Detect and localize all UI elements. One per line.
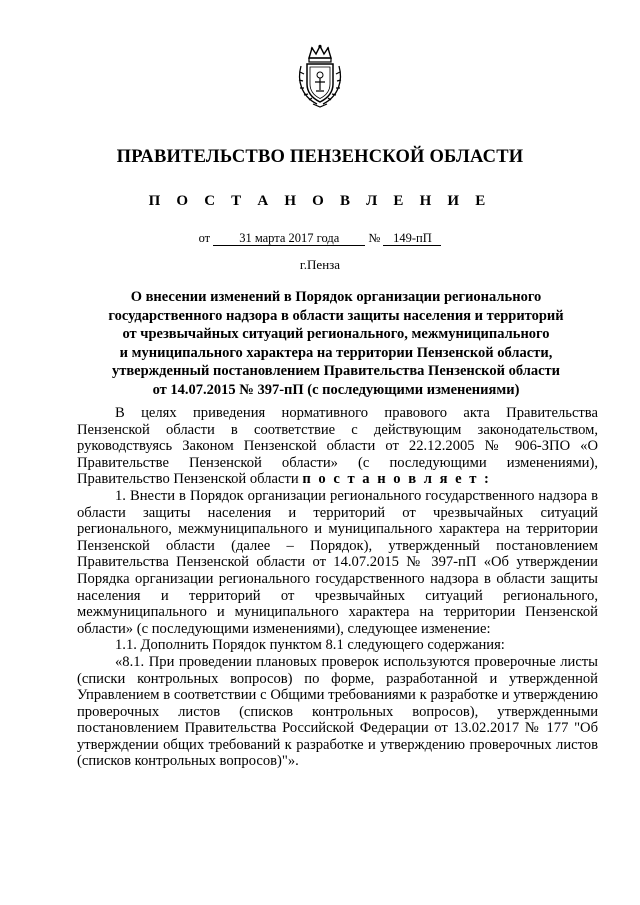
city: г.Пенза [299, 257, 341, 272]
subject-line: и муниципального характера на территории Пензенской области, [119, 344, 553, 361]
government-title: ПРАВИТЕЛЬСТВО ПЕНЗЕНСКОЙ ОБЛАСТИ [116, 147, 524, 167]
subject-line: от 14.07.2015 № 397-пП (с последующими изменениями) [152, 381, 520, 398]
item-1: 1. Внести в Порядок организации регионального государственного надзора в области защиты населения и территорий от чрезвычайных ситуаций регионального, межмуниципального и муниципального характера на территории Пензенской области (далее – Порядок), утвержденный постановлением Правительства Пензенской области от 14.07.2015 № 397-пП «Об утверждении Порядка организации регионального государственного надзора в области защиты населения и территорий от чрезвычайных ситуаций регионального, межмуниципального и муниципального характера на территории Пензенской области» (с последующими изменениями), следующее изменение: [77, 487, 598, 637]
document-subject [96, 288, 576, 399]
number-prefix: № [368, 231, 381, 245]
intro-paragraph [77, 405, 598, 488]
subject-line: от чрезвычайных ситуаций регионального, межмуниципального [122, 326, 550, 342]
subject-line: государственного надзора в области защиты населения и территорий [108, 307, 564, 324]
date-number-line [0, 231, 640, 246]
subject-line: О внесении изменений в Порядок организации регионального [130, 289, 542, 305]
document-date: 31 марта 2017 года [213, 232, 365, 246]
subject-line: утвержденный постановлением Правительства Пензенской области [111, 363, 561, 379]
penza-coat-of-arms-icon [295, 44, 345, 108]
date-prefix: от [198, 231, 211, 245]
document-body [77, 405, 598, 770]
document-number: 149-пП [383, 232, 441, 246]
item-1-1: 1.1. Дополнить Порядок пунктом 8.1 следующего содержания: [115, 637, 505, 654]
item-8-1: «8.1. При проведении плановых проверок используются проверочные листы (списки контрольных вопросов) по форме, разработанной и утвержденной Управлением в соответствии с Общими требованиями к разработке и утверждению проверочных листов (списков контрольных вопросов), утвержденными постановлением Правительства Российской Федерации от 13.02.2017 № 177 "Об утверждении общих требований к разработке и утверждению проверочных листов (списков контрольных вопросов)"». [77, 653, 598, 770]
decree-word: п о с т а н о в л я е т : [302, 471, 491, 488]
document-type: П О С Т А Н О В Л Е Н И Е [148, 193, 492, 209]
intro-text: В целях приведения нормативного правового акта Правительства Пензенской области в соответствие с действующим законодательством, руководствуясь Законом Пензенской области от 22.12.2005 № 906-ЗПО «О Правительстве Пензенской области» (с последующими изменениями), Правительство Пензенской области [77, 405, 598, 488]
